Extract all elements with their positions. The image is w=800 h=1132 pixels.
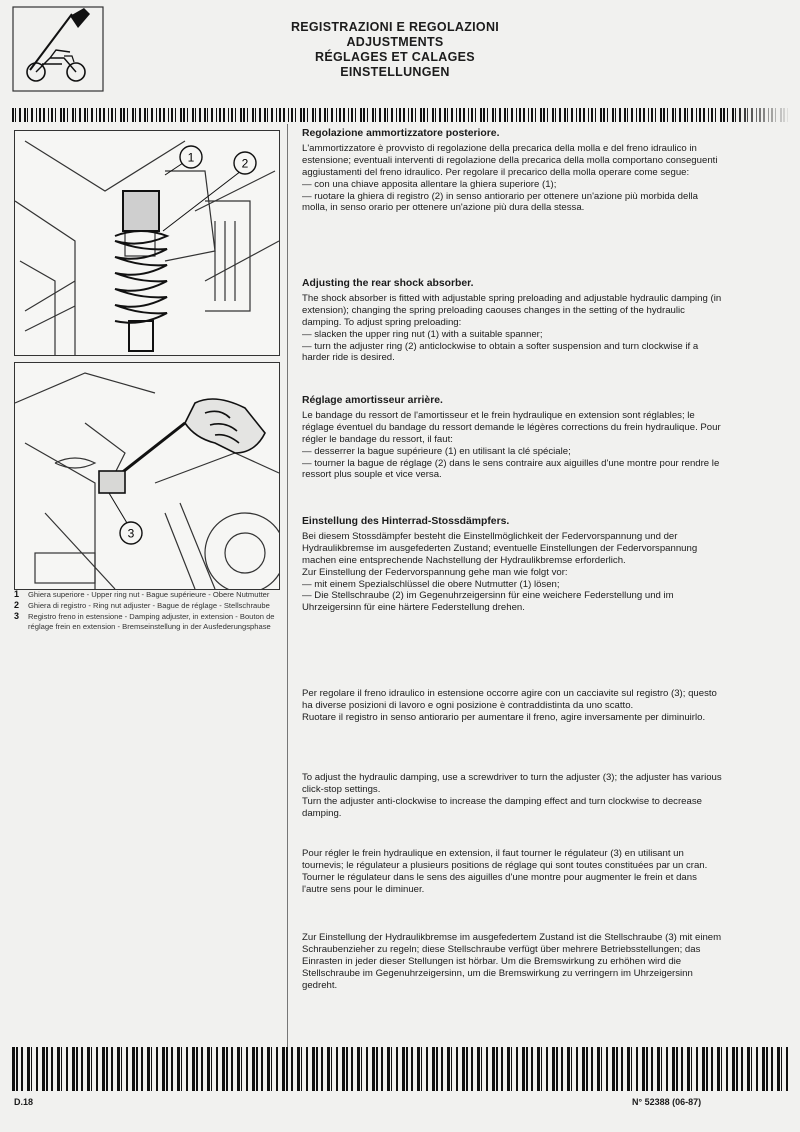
bottom-barcode <box>12 1047 792 1091</box>
section-heading: Regolazione ammortizzatore posteriore. <box>302 128 500 139</box>
screwdriver-motorcycle-icon <box>12 6 104 92</box>
paragraph: Pour régler le frein hydraulique en extension, il faut tourner le régulateur (3) en utilisant un tournevis; le régulateur a plusieurs positions de réglage qui sont toutes constituées par un cran. <box>302 848 708 871</box>
section-english-damping <box>302 772 722 820</box>
paragraph: — con una chiave apposita allentare la ghiera superiore (1); <box>302 178 557 190</box>
paragraph: Per regolare il freno idraulico in estensione occorre agire con un cacciavite sul registro (3); questo ha diverse posizioni di lavoro e ogni posizione è contraddistinta da uno scatto. <box>302 688 717 711</box>
section-heading: Adjusting the rear shock absorber. <box>302 278 474 289</box>
page-titles <box>230 20 560 80</box>
section-german-damping <box>302 932 722 992</box>
title-italian: REGISTRAZIONI E REGOLAZIONI <box>290 20 500 34</box>
section-italian-rear-shock <box>302 128 722 214</box>
paragraph: Zur Einstellung der Federvorspannung gehe man wie folgt vor: <box>302 566 568 578</box>
title-english: ADJUSTMENTS <box>346 35 444 49</box>
paragraph: — turn the adjuster ring (2) anticlockwise to obtain a softer suspension and turn clockwise if a harder ride is desired. <box>302 340 699 364</box>
figure-damping-adjuster <box>14 362 280 590</box>
section-english-rear-shock <box>302 278 722 364</box>
legend-number: 3 <box>14 611 20 622</box>
section-french-damping <box>302 848 722 896</box>
legend-number: 1 <box>14 589 20 599</box>
callout-3: 3 <box>127 526 135 541</box>
legend-item <box>14 612 280 630</box>
title-german: EINSTELLUNGEN <box>340 65 450 79</box>
paragraph: — tourner la bague de réglage (2) dans le sens contraire aux aiguilles d'une montre pour rendre le ressort plus souple et vice versa. <box>302 457 720 481</box>
callout-1: 1 <box>187 150 195 165</box>
paragraph: To adjust the hydraulic damping, use a screwdriver to turn the adjuster (3); the adjuster has various click-stop settings. <box>302 772 722 795</box>
paragraph: Turn the adjuster anti-clockwise to increase the damping effect and turn clockwise to decrease damping. <box>302 795 702 819</box>
paragraph: — ruotare la ghiera di registro (2) in senso antiorario per ottenere un'azione più morbida della molla, in senso orario per ottenere un'azione più dura della stessa. <box>302 190 698 214</box>
paragraph: — desserrer la bague supérieure (1) en utilisant la clé spéciale; <box>302 445 571 457</box>
page-number: D.18 <box>14 1097 34 1107</box>
legend-item <box>14 590 280 599</box>
figure-legend <box>14 590 280 633</box>
paragraph: — Die Stellschraube (2) im Gegenuhrzeigersinn für eine weichere Federstellung und im Uhrzeigersinn für eine härtere Federstellung drehen. <box>302 590 674 614</box>
paragraph: Ruotare il registro in senso antiorario per aumentare il freno, agire inversamente per diminuirlo. <box>302 711 706 723</box>
legend-item <box>14 601 280 610</box>
legend-text: Registro freno in estensione - Damping adjuster, in extension - Bouton de réglage frein en extension - Bremseinstellung in der Ausfederungsphase <box>28 612 275 631</box>
top-barcode-strip <box>12 108 792 122</box>
document-number: N° 52388 (06-87) <box>632 1097 702 1107</box>
figure-shock-spring <box>14 130 280 356</box>
paragraph: The shock absorber is fitted with adjustable spring preloading and adjustable hydraulic damping (in extension); changing the spring preloading caouses changes in the setting of the hydraulic damping. To adjust spring preloading: <box>302 292 722 328</box>
legend-number: 2 <box>14 600 20 611</box>
paragraph: Bei diesem Stossdämpfer besteht die Einstellmöglichkeit der Federvorspannung und der Hydraulikbremse im ausgefederten Zustand; eventuelle Einstellungen der Federvorspannung machen eine entsprechende Nachstellung der Hydraulikbremse erforderlich. <box>302 530 698 566</box>
paragraph: L'ammortizzatore è provvisto di regolazione della precarica della molla e del freno idraulico in estensione; eventuali interventi di regolazione della precarica della molla comportano conseguenti aggiustamenti del freno idraulico. Per regolare il precarico della molla operare come segue: <box>302 142 718 178</box>
paragraph: — mit einem Spezialschlüssel die obere Nutmutter (1) lösen; <box>302 578 560 590</box>
column-divider <box>287 124 288 1084</box>
legend-text: Ghiera superiore - Upper ring nut - Bague supérieure - Obere Nutmutter <box>28 590 270 599</box>
section-italian-damping <box>302 688 722 724</box>
section-heading: Réglage amortisseur arrière. <box>302 395 443 406</box>
section-heading: Einstellung des Hinterrad-Stossdämpfers. <box>302 516 510 527</box>
paragraph: Tourner le régulateur dans le sens des aiguilles d'une montre pour augmenter le frein et dans l'autre sens pour le diminuer. <box>302 871 697 895</box>
section-german-rear-shock <box>302 516 722 614</box>
callout-2: 2 <box>241 156 249 171</box>
legend-text: Ghiera di registro - Ring nut adjuster - Bague de réglage - Stellschraube <box>28 601 270 611</box>
paragraph: — slacken the upper ring nut (1) with a suitable spanner; <box>302 328 543 340</box>
title-french: RÉGLAGES ET CALAGES <box>315 50 475 64</box>
paragraph: Zur Einstellung der Hydraulikbremse im ausgefedertem Zustand ist die Stellschraube (3) mit einem Schraubenzieher zu regeln; diese Stellschraube verfügt über mehrere Betriebsstellungen; das Einrasten in jeder dieser Stellungen ist hörbar. Um die Bremswirkung zu erhöhen wird die Stellschraube im Gegenuhrzeigersinn, um die Bremswirkung zu verringern im Uhrzeigersinn gedreht. <box>302 932 722 991</box>
paragraph: Le bandage du ressort de l'amortisseur et le frein hydraulique en extension sont réglables; le réglage éventuel du bandage du ressort demande le légères corrections du frein hydraulique. Pour régler le bandage du ressort, il faut: <box>302 409 721 445</box>
section-french-rear-shock <box>302 395 722 481</box>
